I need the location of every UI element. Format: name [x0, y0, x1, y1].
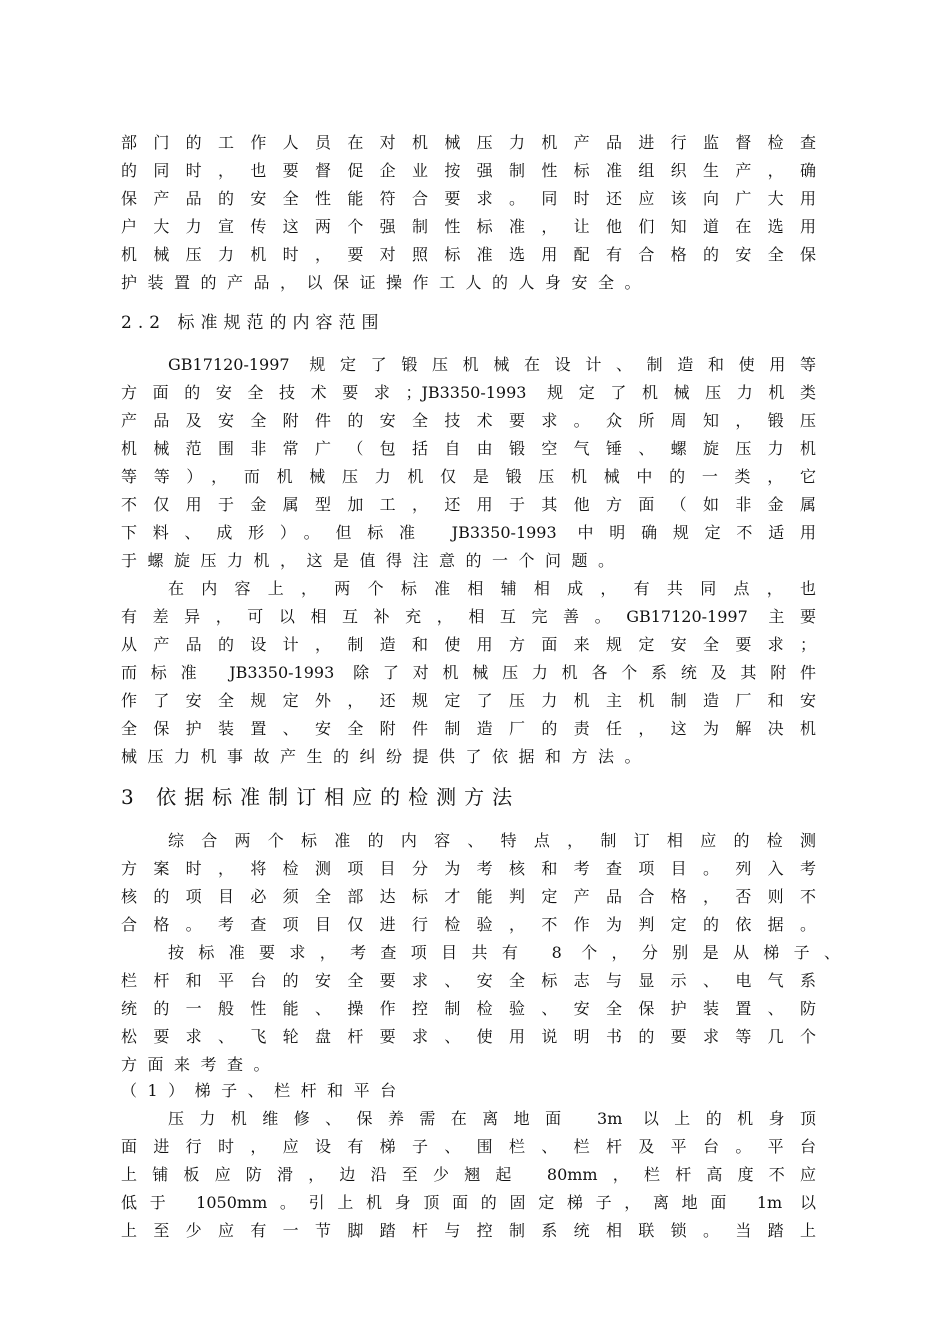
text-line: 不仅用于金属型加工，还用于其他方面（如非金属 — [121, 495, 816, 514]
text-line: 上至少应有一节脚踏杆与控制系统相联锁。当踏上 — [121, 1221, 816, 1240]
text-line: 有差异，可以相互补充，相互完善。GB17120-1997 主要 — [121, 607, 816, 626]
text-line: 等等），而机械压力机仅是锻压机械中的一类，它 — [121, 467, 816, 486]
text-line: 护装置的产品，以保证操作工人的人身安全。 — [121, 273, 652, 292]
text-line: 上铺板应防滑，边沿至少翘起 80mm，栏杆高度不应 — [121, 1165, 816, 1184]
chapter-heading: 3 依据标准制订相应的检测方法 — [121, 785, 521, 809]
text-line: 栏杆和平台的安全要求、安全标志与显示、电气系 — [121, 971, 816, 990]
text-line: 压力机维修、保养需在离地面 3m 以上的机身顶 — [168, 1109, 816, 1128]
text-line: 部门的工作人员在对机械压力机产品进行监督检查 — [121, 133, 816, 152]
text-line: 下料、成形）。但标准 JB3350-1993 中明确规定不适用 — [121, 523, 816, 542]
text-line: 从产品的设计，制造和使用方面来规定安全要求； — [121, 635, 816, 654]
text-line: 低于 1050mm。引上机身顶面的固定梯子，离地面 1m 以 — [121, 1193, 816, 1212]
text-line: 作了安全规定外，还规定了压力机主机制造厂和安 — [121, 691, 816, 710]
text-line: 机械范围非常广（包括自由锻空气锤、螺旋压力机 — [121, 439, 816, 458]
text-line: 方面的安全技术要求；JB3350-1993 规定了机械压力机类 — [121, 383, 816, 402]
text-line: 松要求、飞轮盘杆要求、使用说明书的要求等几个 — [121, 1027, 816, 1046]
text-line: 而标准 JB3350-1993 除了对机械压力机各个系统及其附件 — [121, 663, 816, 682]
text-line: 机械压力机时，要对照标准选用配有合格的安全保 — [121, 245, 816, 264]
text-line: 合格。考查项目仅进行检验，不作为判定的依据。 — [121, 915, 816, 934]
text-line: 方面来考查。 — [121, 1055, 281, 1074]
text-line: 核的项目必须全部达标才能判定产品合格，否则不 — [121, 887, 816, 906]
item-heading: （1）梯子、栏杆和平台 — [121, 1081, 407, 1100]
text-line: 按标准要求，考查项目共有 8 个，分别是从梯子、 — [168, 943, 840, 962]
text-line: GB17120-1997 规定了锻压机械在设计、制造和使用等 — [168, 355, 816, 374]
section-heading: 2.2 标准规范的内容范围 — [121, 313, 385, 333]
text-line: 产品及安全附件的安全技术要求。众所周知，锻压 — [121, 411, 816, 430]
text-line: 保产品的安全性能符合要求。同时还应该向广大用 — [121, 189, 816, 208]
text-line: 面进行时，应设有梯子、围栏、栏杆及平台。平台 — [121, 1137, 816, 1156]
text-line: 于螺旋压力机，这是值得注意的一个问题。 — [121, 551, 625, 570]
text-line: 方案时，将检测项目分为考核和考查项目。列入考 — [121, 859, 816, 878]
text-line: 全保护装置、安全附件制造厂的责任，这为解决机 — [121, 719, 816, 738]
text-line: 械压力机事故产生的纠纷提供了依据和方法。 — [121, 747, 652, 766]
text-line: 综合两个标准的内容、特点，制订相应的检测 — [168, 831, 816, 850]
text-line: 统的一般性能、操作控制检验、安全保护装置、防 — [121, 999, 816, 1018]
text-line: 户大力宣传这两个强制性标准，让他们知道在选用 — [121, 217, 816, 236]
text-line: 在内容上，两个标准相辅相成，有共同点，也 — [168, 579, 816, 598]
text-line: 的同时，也要督促企业按强制性标准组织生产，确 — [121, 161, 816, 180]
